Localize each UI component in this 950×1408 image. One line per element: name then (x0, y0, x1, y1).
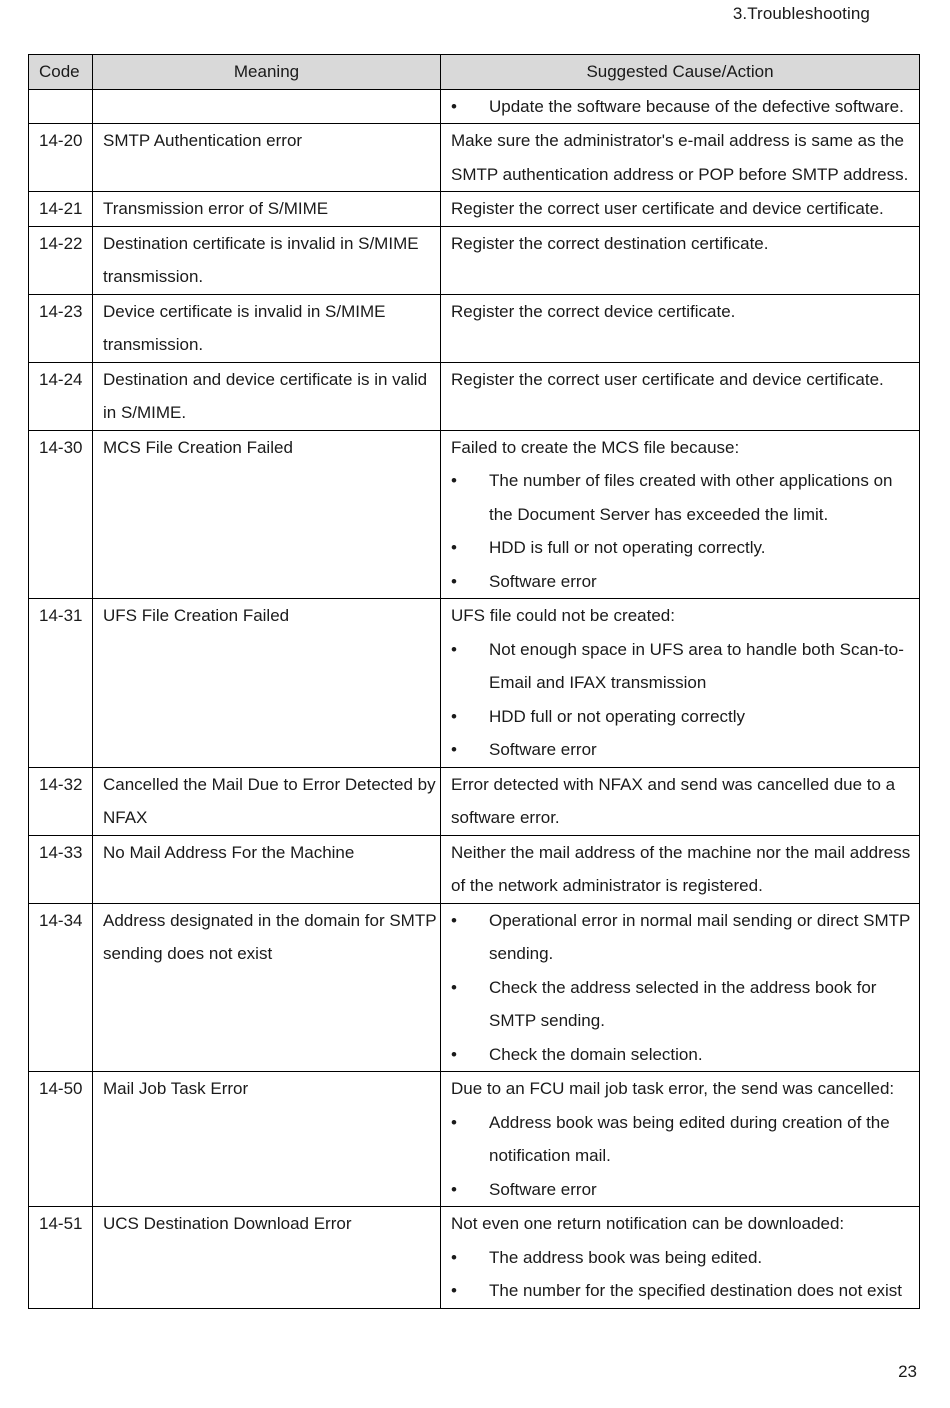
cause-action-cell (441, 903, 920, 1072)
cause-bullet-list (451, 1241, 919, 1308)
cause-action-cell (441, 362, 920, 430)
code-cell (29, 430, 93, 599)
code-cell (29, 1072, 93, 1207)
code-cell (29, 192, 93, 227)
table-row (29, 903, 920, 1072)
code-text: 22 (63, 233, 83, 253)
cause-intro-text: Register the correct user certificate and device certificate. (451, 369, 884, 389)
table-row (29, 599, 920, 768)
cause-intro-text: Neither the mail address of the machine nor the mail address of the network administrator is registered. (451, 842, 911, 895)
code-text: 14- (39, 233, 64, 253)
cause-action-cell (441, 124, 920, 192)
page-number: 23 (898, 1362, 917, 1381)
cause-intro-text: Not even one return notification can be downloaded: (451, 1214, 845, 1233)
code-text: 21 (63, 199, 83, 218)
code-text: 14- (39, 437, 64, 457)
code-cell (29, 226, 93, 294)
table-row (29, 89, 920, 124)
code-text: 14- (39, 910, 64, 930)
cause-intro-text: Register the correct user certificate and device certificate. (451, 199, 884, 218)
cause-bullet-item: • Software error (451, 565, 919, 599)
code-text: 14- (39, 301, 64, 321)
cause-intro-text: UFS file could not be created: (451, 606, 675, 625)
meaning-cell: SMTP Authentication error (93, 124, 441, 192)
column-header-code: Code (29, 55, 93, 90)
column-header-meaning: Meaning (93, 55, 441, 90)
meaning-cell: Device certificate is invalid in S/MIME transmission. (93, 294, 441, 362)
cause-intro-text: Failed to create the MCS file because: (451, 437, 740, 457)
column-header-cause-action: Suggested Cause/Action (441, 55, 920, 90)
table-row (29, 835, 920, 903)
meaning-cell (93, 89, 441, 124)
cause-action-cell (441, 430, 920, 599)
code-cell (29, 294, 93, 362)
cause-bullet-item: • HDD full or not operating correctly (451, 700, 919, 734)
code-text: 14- (39, 131, 64, 150)
code-text: 14- (39, 369, 64, 389)
meaning-cell: No Mail Address For the Machine (93, 835, 441, 903)
table-header-row (29, 55, 920, 90)
meaning-cell: Mail Job Task Error (93, 1072, 441, 1207)
cause-action-cell (441, 1207, 920, 1309)
cause-bullet-item: • Not enough space in UFS area to handle both Scan-to-Email and IFAX transmission (451, 633, 919, 700)
cause-bullet-item: • The number for the specified destination does not exist (451, 1274, 919, 1308)
code-text: 32 (63, 774, 83, 794)
code-cell (29, 767, 93, 835)
meaning-cell: UCS Destination Download Error (93, 1207, 441, 1309)
code-text: 31 (63, 606, 83, 625)
cause-intro-text: Error detected with NFAX and send was cancelled due to a software error. (451, 774, 896, 827)
table-body (29, 89, 920, 1308)
cause-intro-text: Register the correct device certificate. (451, 301, 736, 321)
cause-bullet-item: • Address book was being edited during creation of the notification mail. (451, 1106, 919, 1173)
code-text: 20 (63, 131, 83, 150)
cause-bullet-list (451, 633, 919, 767)
cause-action-cell (441, 1072, 920, 1207)
cause-intro-text: Due to an FCU mail job task error, the send was cancelled: (451, 1079, 895, 1098)
table-row (29, 1072, 920, 1207)
cause-action-cell (441, 192, 920, 227)
table-row (29, 430, 920, 599)
table-row (29, 767, 920, 835)
meaning-cell: Transmission error of S/MIME (93, 192, 441, 227)
table-row (29, 294, 920, 362)
cause-action-cell (441, 767, 920, 835)
cause-bullet-list (451, 90, 919, 124)
cause-bullet-item: • Update the software because of the defective software. (451, 90, 919, 124)
cause-action-cell (441, 226, 920, 294)
code-cell (29, 835, 93, 903)
code-text: 33 (63, 842, 83, 862)
cause-bullet-item: • The number of files created with other applications on the Document Server has exceeded the limit. (451, 464, 919, 531)
cause-action-cell (441, 294, 920, 362)
code-text: 50 (63, 1079, 83, 1098)
table-row (29, 124, 920, 192)
cause-bullet-item: • Check the domain selection. (451, 1038, 919, 1072)
code-cell (29, 903, 93, 1072)
code-text: 14- (39, 774, 64, 794)
meaning-cell: Destination certificate is invalid in S/MIME transmission. (93, 226, 441, 294)
code-text: 51 (63, 1214, 83, 1233)
meaning-cell: MCS File Creation Failed (93, 430, 441, 599)
cause-bullet-list (451, 904, 919, 1072)
cause-action-cell (441, 89, 920, 124)
cause-action-cell (441, 599, 920, 768)
code-text: 23 (63, 301, 83, 321)
code-cell (29, 1207, 93, 1309)
code-text: 30 (63, 437, 83, 457)
running-head: 3.Troubleshooting (732, 4, 870, 23)
table-row (29, 362, 920, 430)
code-text: 14- (39, 606, 64, 625)
code-text: 14- (39, 1079, 64, 1098)
cause-bullet-list (451, 464, 919, 598)
code-text: 24 (63, 369, 83, 389)
cause-bullet-list (451, 1106, 919, 1207)
table-row (29, 192, 920, 227)
code-text: 14- (39, 842, 64, 862)
code-cell (29, 89, 93, 124)
error-code-table (28, 54, 920, 1309)
cause-intro-text: Register the correct destination certificate. (451, 233, 769, 253)
cause-bullet-item: • Software error (451, 1173, 919, 1207)
code-text: 14- (39, 1214, 64, 1233)
code-cell (29, 124, 93, 192)
code-cell (29, 599, 93, 768)
meaning-cell: Destination and device certificate is in valid in S/MIME. (93, 362, 441, 430)
cause-bullet-item: • Check the address selected in the address book for SMTP sending. (451, 971, 919, 1038)
cause-bullet-item: • HDD is full or not operating correctly. (451, 531, 919, 565)
code-cell (29, 362, 93, 430)
cause-bullet-item: • Operational error in normal mail sending or direct SMTP sending. (451, 904, 919, 971)
code-text: 14- (39, 199, 64, 218)
meaning-cell: Address designated in the domain for SMTP sending does not exist (93, 903, 441, 1072)
cause-action-cell (441, 835, 920, 903)
table-row (29, 1207, 920, 1309)
cause-intro-text: Make sure the administrator's e-mail address is same as the SMTP authentication address or POP before SMTP address. (451, 131, 909, 184)
table-row (29, 226, 920, 294)
cause-bullet-item: • The address book was being edited. (451, 1241, 919, 1275)
meaning-cell: Cancelled the Mail Due to Error Detected by NFAX (93, 767, 441, 835)
meaning-cell: UFS File Creation Failed (93, 599, 441, 768)
code-text: 34 (63, 910, 83, 930)
cause-bullet-item: • Software error (451, 733, 919, 767)
